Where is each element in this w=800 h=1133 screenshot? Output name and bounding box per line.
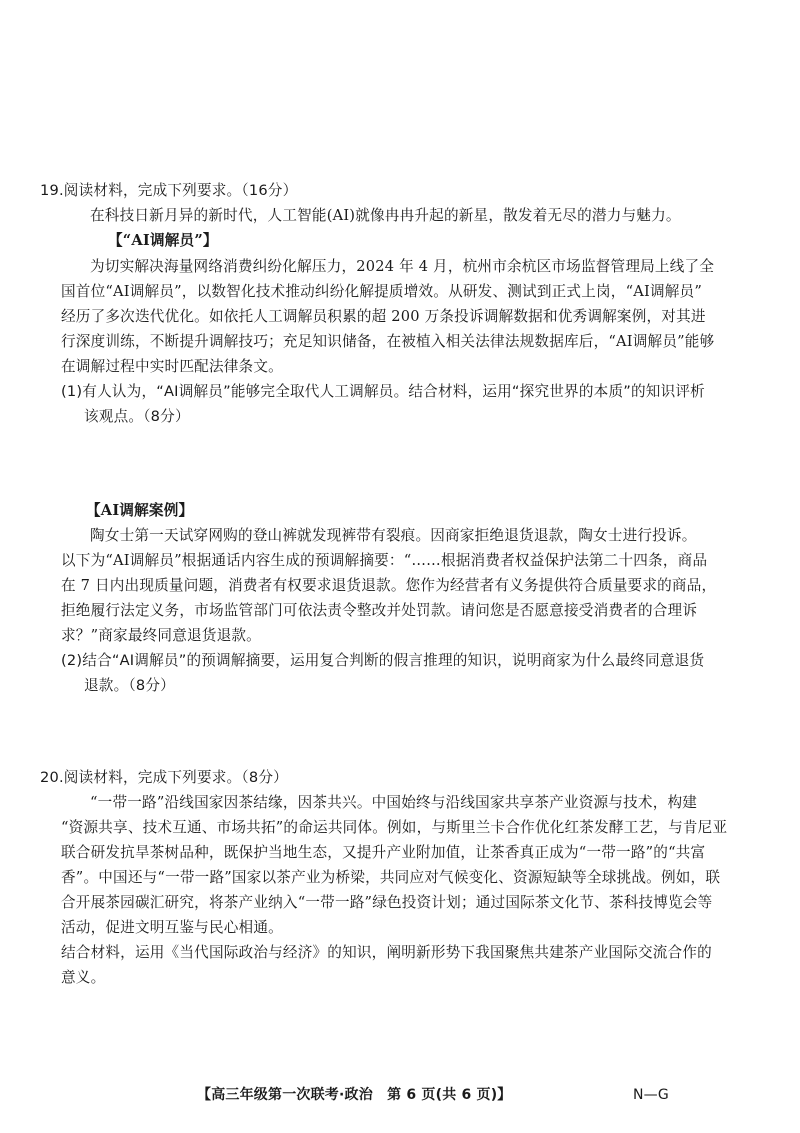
q19-paragraph1-line: 国首位“AI调解员”，以数智化技术推动纠纷化解提质增效。从研发、测试到正式上岗，“AI调解员”: [61, 283, 703, 300]
q20-title: 20.阅读材料，完成下列要求。（8分）: [40, 769, 288, 786]
q19-paragraph2-line: 在 7 日内出现质量问题，消费者有权要求退货退款。您作为经营者有义务提供符合质量要求的商品，: [61, 577, 717, 594]
q19-paragraph2-line: 求？”商家最终同意退货退款。: [61, 627, 261, 644]
q19-paragraph2-line: 拒绝履行法定义务，市场监管部门可依法责令整改并处罚款。请问您是否愿意接受消费者的合理诉: [61, 602, 698, 619]
q19-sub1-line: 该观点。（8分）: [84, 408, 190, 425]
q19-sub2-line: (2)结合“AI调解员”的预调解摘要，运用复合判断的假言推理的知识，说明商家为什么最终同意退货: [61, 652, 705, 669]
q19-paragraph1-line: 经历了多次迭代优化。如依托人工调解员积累的超 200 万条投诉调解数据和优秀调解案例，对其进: [61, 308, 706, 325]
q20-paragraph-line: 联合研发抗旱茶树品种，既保护当地生态，又提升产业附加值，让茶香真正成为“一带一路”的“共富: [61, 844, 706, 861]
q20-paragraph-line: 香”。中国还与“一带一路”国家以茶产业为桥梁，共同应对气候变化、资源短缺等全球挑战。例如，联: [61, 869, 721, 886]
q19-title: 19.阅读材料，完成下列要求。（16分）: [40, 182, 298, 199]
page-footer-exam-info: 【高三年级第一次联考·政治 第 6 页(共 6 页)】: [197, 1087, 512, 1103]
q20-paragraph-line: “一带一路”沿线国家因茶结缘，因茶共兴。中国始终与沿线国家共享茶产业资源与技术，构建: [90, 794, 698, 811]
q20-paragraph-line: “资源共享、技术互通、市场共拓”的命运共同体。例如，与斯里兰卡合作优化红茶发酵工艺，与肯尼亚: [61, 819, 728, 836]
q19-intro: 在科技日新月异的新时代，人工智能(AI)就像冉冉升起的新星，散发着无尽的潜力与魅力。: [90, 207, 681, 224]
q19-section1-heading: 【“AI调解员”】: [108, 232, 218, 249]
q20-paragraph-line: 活动，促进文明互鉴与民心相通。: [61, 919, 283, 936]
q19-paragraph2-line: 以下为“AI调解员”根据通话内容生成的预调解摘要：“……根据消费者权益保护法第二十四条，商品: [61, 552, 708, 569]
q19-paragraph1-line: 为切实解决海量网络消费纠纷化解压力，2024 年 4 月，杭州市余杭区市场监督管理局上线了全: [90, 258, 715, 275]
q19-section2-heading: 【AI调解案例】: [86, 502, 194, 519]
q19-sub1-line: (1)有人认为，“AI调解员”能够完全取代人工调解员。结合材料，运用“探究世界的本质”的知识评析: [61, 383, 705, 400]
page-footer-code: N—G: [633, 1087, 669, 1103]
q20-question-line: 结合材料，运用《当代国际政治与经济》的知识，阐明新形势下我国聚焦共建茶产业国际交流合作的: [61, 944, 712, 961]
q19-paragraph1-line: 在调解过程中实时匹配法律条文。: [61, 358, 283, 375]
q19-paragraph1-line: 行深度训练，不断提升调解技巧；充足知识储备，在被植入相关法律法规数据库后，“AI调解员”能够: [61, 333, 715, 350]
q19-paragraph2-line: 陶女士第一天试穿网购的登山裤就发现裤带有裂痕。因商家拒绝退货退款，陶女士进行投诉。: [90, 527, 697, 544]
q20-paragraph-line: 合开展茶园碳汇研究，将茶产业纳入“一带一路”绿色投资计划；通过国际茶文化节、茶科技博览会等: [61, 894, 713, 911]
q20-question-line: 意义。: [61, 969, 106, 986]
q19-sub2-line: 退款。（8分）: [84, 677, 175, 694]
